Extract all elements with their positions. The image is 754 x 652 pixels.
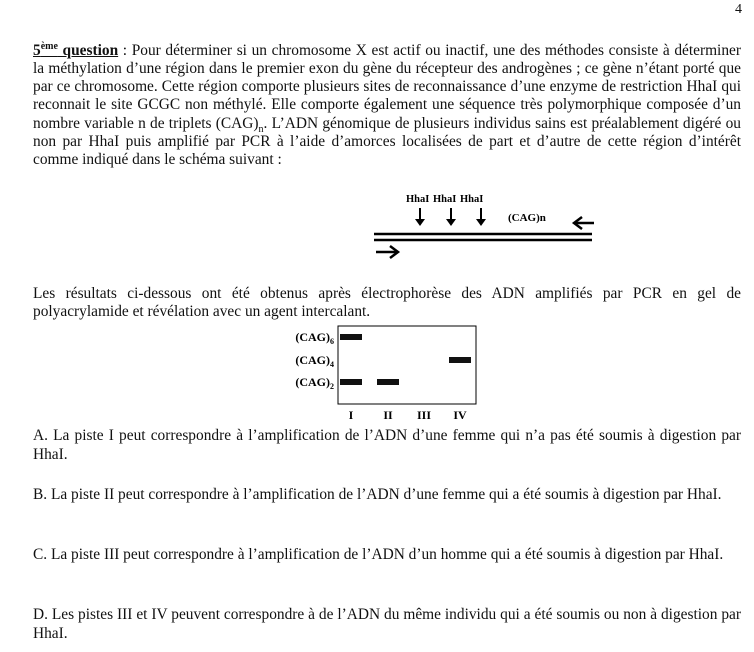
hhai-site-label-1: HhaI	[406, 194, 430, 205]
hhai-arrow-1	[415, 208, 425, 226]
gel-row-label: $(CAG)_2$	[295, 375, 334, 391]
option-d: D. Les pistes III et IV peuvent correspondre à de l’ADN du même individu qui a été soumis ou non à digestion par HhaI.	[33, 606, 741, 642]
gel-band	[449, 357, 471, 363]
gel-band	[340, 379, 362, 385]
pcr-schema-diagram	[370, 190, 600, 270]
results-intro: Les résultats ci-dessous ont été obtenus après électrophorèse des ADN amplifiés par PCR en gel de polyacrylamide et révélation avec un agent intercalant.	[33, 285, 741, 321]
cag-repeat-label: (CAG)n	[508, 212, 546, 224]
gel-lane-label: I	[348, 408, 354, 422]
reverse-primer-arrow	[574, 217, 594, 229]
forward-primer-arrow	[376, 246, 398, 258]
page-number: 4	[735, 2, 742, 17]
gel-electrophoresis-figure	[280, 323, 480, 425]
hhai-site-label-3: HhaI	[460, 194, 484, 205]
gel-row-label: $(CAG)_4$	[295, 353, 334, 369]
hhai-site-label-2: HhaI	[433, 194, 457, 205]
question-intro	[33, 38, 741, 169]
gel-band	[340, 334, 362, 340]
option-b: B. La piste II peut correspondre à l’amplification de l’ADN d’une femme qui a été soumis à digestion par HhaI.	[33, 486, 722, 503]
gel-lane-label: IV	[453, 408, 467, 422]
gel-lane-label: III	[416, 408, 432, 422]
question-word: question	[57, 42, 119, 60]
question-title	[33, 42, 118, 59]
gel-row-label: $(CAG)_6$	[295, 330, 334, 346]
hhai-arrow-2	[446, 208, 456, 226]
intro-text-b: . L’ADN génomique de plusieurs individus sains est préalablement digéré ou non par HhaI puis amplifié par PCR à l’aide d’amorces localisées de part et d’autre de cette région d’intérêt comme indiqué dans le schéma suivant :	[33, 114, 741, 168]
hhai-arrow-3	[476, 208, 486, 226]
option-c: C. La piste III peut correspondre à l’amplification de l’ADN d’un homme qui a été soumis à digestion par HhaI.	[33, 546, 724, 563]
gel-lane-label: II	[383, 408, 393, 422]
intro-line-1: : Pour déterminer si un chromosome X est actif ou inactif, une des méthodes	[118, 42, 604, 60]
question-number: 5	[33, 42, 41, 60]
intro-sub-n: n	[258, 123, 264, 135]
intro-text-a: consiste à déterminer la méthylation d’une région dans le premier exon du gène du récepteur des androgènes ; ce gène n’étant porté que par ce chromosome. Cette région comporte plusieurs sites de reconnaissance d’une enzyme de restriction HhaI qui reconnait le site GCGC non méthylé. Elle comporte également une séquence très polymorphique composée d’un nombre variable n de triplets (CAG)	[33, 42, 741, 132]
question-number-sup: ème	[40, 41, 58, 52]
gel-band	[377, 379, 399, 385]
option-a: A. La piste I peut correspondre à l’amplification de l’ADN d’une femme qui n’a pas été soumis à digestion par HhaI.	[33, 427, 741, 463]
